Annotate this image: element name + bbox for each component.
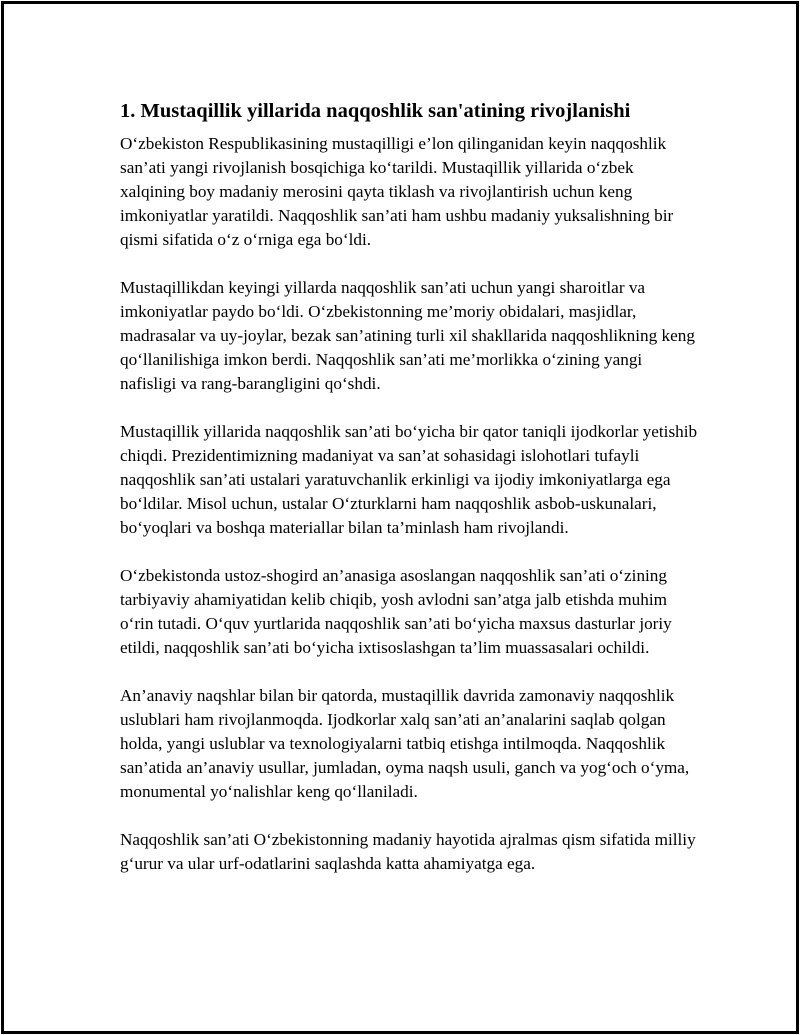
paragraph-5: An’anaviy naqshlar bilan bir qatorda, mustaqillik davrida zamonaviy naqqoshlik uslublari ham rivojlanmoqda. Ijodkorlar xalq san’ati an’analarini saqlab qolgan holda, yangi uslublar va texnologiyalarni tatbiq etishga intilmoqda. Naqqoshlik san’atida an’anaviy usullar, jumladan, oyma naqsh usuli, ganch va yog‘och o‘yma, monumental yo‘nalishlar keng qo‘llaniladi. [120,686,690,801]
document-title: 1. Mustaqillik yillarida naqqoshlik san'atining rivojlanishi [120,100,631,122]
paragraph-1: O‘zbekiston Respublikasining mustaqilligi e’lon qilinganidan keyin naqqoshlik san’ati yangi rivojlanish bosqichiga ko‘tarildi. Mustaqillik yillarida o‘zbek xalqining boy madaniy merosini qayta tiklash va rivojlantirish uchun keng imkoniyatlar yaratildi. Naqqoshlik san’ati ham ushbu madaniy yuksalishning bir qismi sifatida o‘z o‘rniga ega bo‘ldi. [120,134,674,249]
document-body [120,96,700,876]
paragraph-4: O‘zbekistonda ustoz-shogird an’anasiga asoslangan naqqoshlik san’ati o‘zining tarbiyaviy ahamiyatidan kelib chiqib, yosh avlodni san’atga jalb etishda muhim o‘rin tutadi. O‘quv yurtlarida naqqoshlik san’ati bo‘yicha maxsus dasturlar joriy etildi, naqqoshlik san’ati bo‘yicha ixtisoslashgan ta’lim muassasalari ochildi. [120,566,672,657]
paragraph-3: Mustaqillik yillarida naqqoshlik san’ati bo‘yicha bir qator taniqli ijodkorlar yetishib chiqdi. Prezidentimizning madaniyat va san’at sohasidagi islohotlari tufayli naqqoshlik san’ati ustalari yaratuvchanlik erkinligi va ijodiy imkoniyatlarga ega bo‘ldilar. Misol uchun, ustalar O‘zturklarni ham naqqoshlik asbob-uskunalari, bo‘yoqlari va boshqa materiallar bilan ta’minlash ham rivojlandi. [120,422,698,537]
paragraph-2: Mustaqillikdan keyingi yillarda naqqoshlik san’ati uchun yangi sharoitlar va imkoniyatlar paydo bo‘ldi. O‘zbekistonning me’moriy obidalari, masjidlar, madrasalar va uy-joylar, bezak san’atining turli xil shakllarida naqqoshlikning keng qo‘llanilishiga imkon berdi. Naqqoshlik san’ati me’morlikka o‘zining yangi nafisligi va rang-barangligini qo‘shdi. [120,278,695,393]
paragraph-6: Naqqoshlik san’ati O‘zbekistonning madaniy hayotida ajralmas qism sifatida milliy g‘urur va ular urf-odatlarini saqlashda katta ahamiyatga ega. [120,830,696,873]
page-frame [1,1,799,1034]
